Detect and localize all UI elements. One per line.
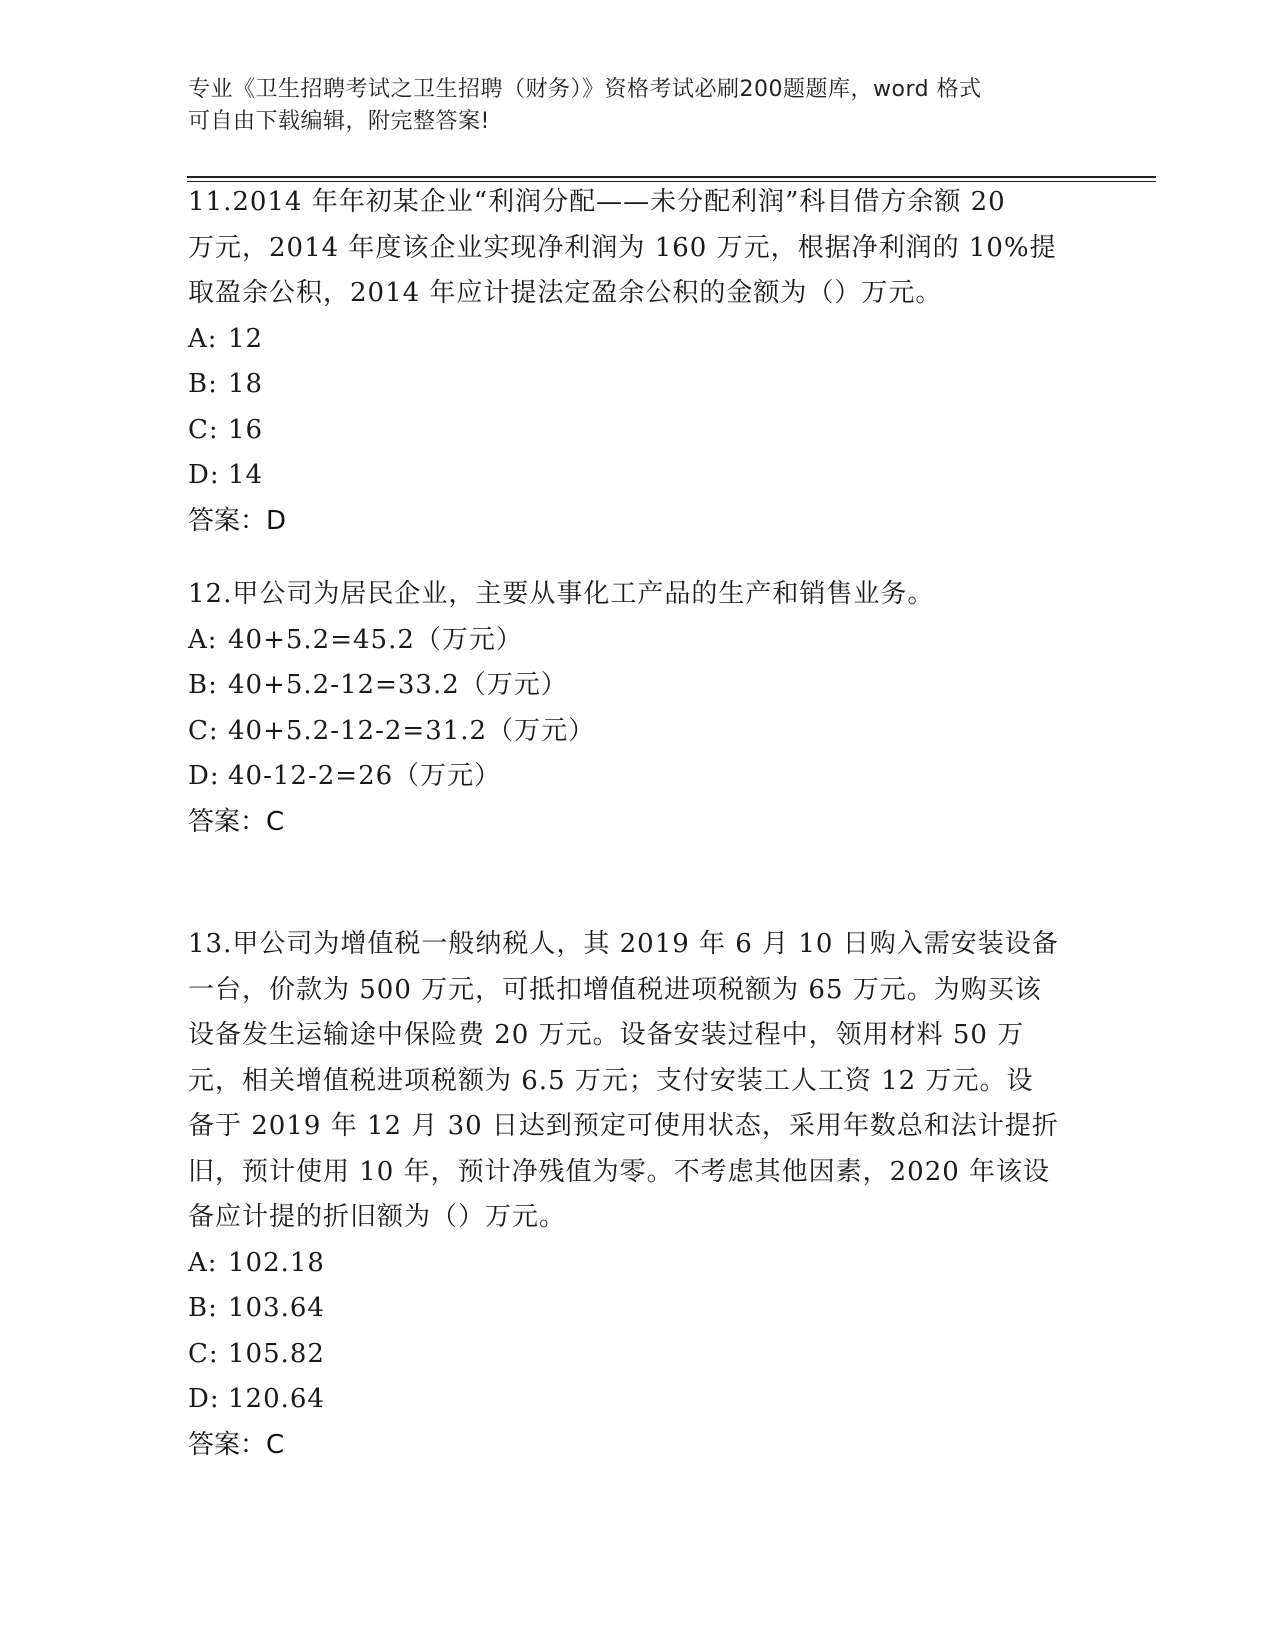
option-text: 40-12-2=26（万元） <box>228 761 502 791</box>
question-12 <box>188 572 1088 845</box>
option-c <box>188 408 1088 454</box>
answer-line: 答案：C <box>188 1429 285 1460</box>
option-b <box>188 1286 1088 1332</box>
document-header <box>188 74 1068 138</box>
option-c <box>188 709 1088 755</box>
option-text: 120.64 <box>228 1384 325 1414</box>
option-letter: D: <box>188 761 220 791</box>
option-text: 14 <box>228 460 264 490</box>
option-text: 102.18 <box>228 1247 325 1278</box>
option-letter: B: <box>188 369 218 399</box>
option-letter: C: <box>188 414 219 445</box>
question-text-line: 11.2014 年年初某企业“利润分配——未分配利润”科目借方余额 20 <box>188 187 1006 217</box>
question-text-line: 一台，价款为 500 万元，可抵扣增值税进项税额为 65 万元。为购买该 <box>188 974 1042 1005</box>
question-text-line: 旧，预计使用 10 年，预计净残值为零。不考虑其他因素，2020 年该设 <box>188 1156 1051 1187</box>
option-text: 12 <box>228 323 264 354</box>
option-letter: A: <box>188 323 218 354</box>
question-text-line: 万元，2014 年度该企业实现净利润为 160 万元，根据净利润的 10%提 <box>188 232 1057 263</box>
option-d <box>188 754 1088 800</box>
question-text-line: 12.甲公司为居民企业，主要从事化工产品的生产和销售业务。 <box>188 579 935 609</box>
option-letter: C: <box>188 715 219 746</box>
option-a <box>188 1241 1088 1287</box>
option-letter: B: <box>188 670 218 700</box>
question-13 <box>188 922 1088 1468</box>
option-letter: C: <box>188 1338 219 1369</box>
header-line-1: 专业《卫生招聘考试之卫生招聘（财务）》资格考试必刷200题题库，word 格式 <box>188 77 982 102</box>
option-letter: D: <box>188 460 220 490</box>
option-d <box>188 1377 1088 1423</box>
option-text: 16 <box>228 414 264 445</box>
option-letter: A: <box>188 1247 218 1278</box>
option-text: 40+5.2-12=33.2（万元） <box>228 670 568 700</box>
question-text-line: 元，相关增值税进项税额为 6.5 万元；支付安装工人工资 12 万元。设 <box>188 1065 1034 1096</box>
header-divider-thick <box>187 176 1156 178</box>
option-text: 40+5.2-12-2=31.2（万元） <box>228 715 596 746</box>
question-text-line: 设备发生运输途中保险费 20 万元。设备安装过程中，领用材料 50 万 <box>188 1020 1025 1050</box>
option-b <box>188 663 1088 709</box>
option-text: 103.64 <box>228 1293 325 1323</box>
question-11 <box>188 180 1088 544</box>
option-a <box>188 618 1088 664</box>
option-d <box>188 453 1088 499</box>
option-letter: B: <box>188 1293 218 1323</box>
question-text-line: 备应计提的折旧额为（）万元。 <box>188 1202 567 1232</box>
option-letter: A: <box>188 624 218 655</box>
question-text-line: 备于 2019 年 12 月 30 日达到预定可使用状态，采用年数总和法计提折 <box>188 1111 1059 1141</box>
answer-line: 答案：D <box>188 505 287 536</box>
option-c <box>188 1332 1088 1378</box>
option-text: 18 <box>228 369 264 399</box>
header-line-2: 可自由下载编辑，附完整答案! <box>188 109 490 134</box>
question-text-line: 13.甲公司为增值税一般纳税人，其 2019 年 6 月 10 日购入需安装设备 <box>188 929 1059 959</box>
option-text: 105.82 <box>228 1338 325 1369</box>
option-a <box>188 317 1088 363</box>
option-letter: D: <box>188 1384 220 1414</box>
answer-line: 答案：C <box>188 806 285 837</box>
option-text: 40+5.2=45.2（万元） <box>228 624 523 655</box>
question-text-line: 取盈余公积，2014 年应计提法定盈余公积的金额为（）万元。 <box>188 278 943 308</box>
option-b <box>188 362 1088 408</box>
